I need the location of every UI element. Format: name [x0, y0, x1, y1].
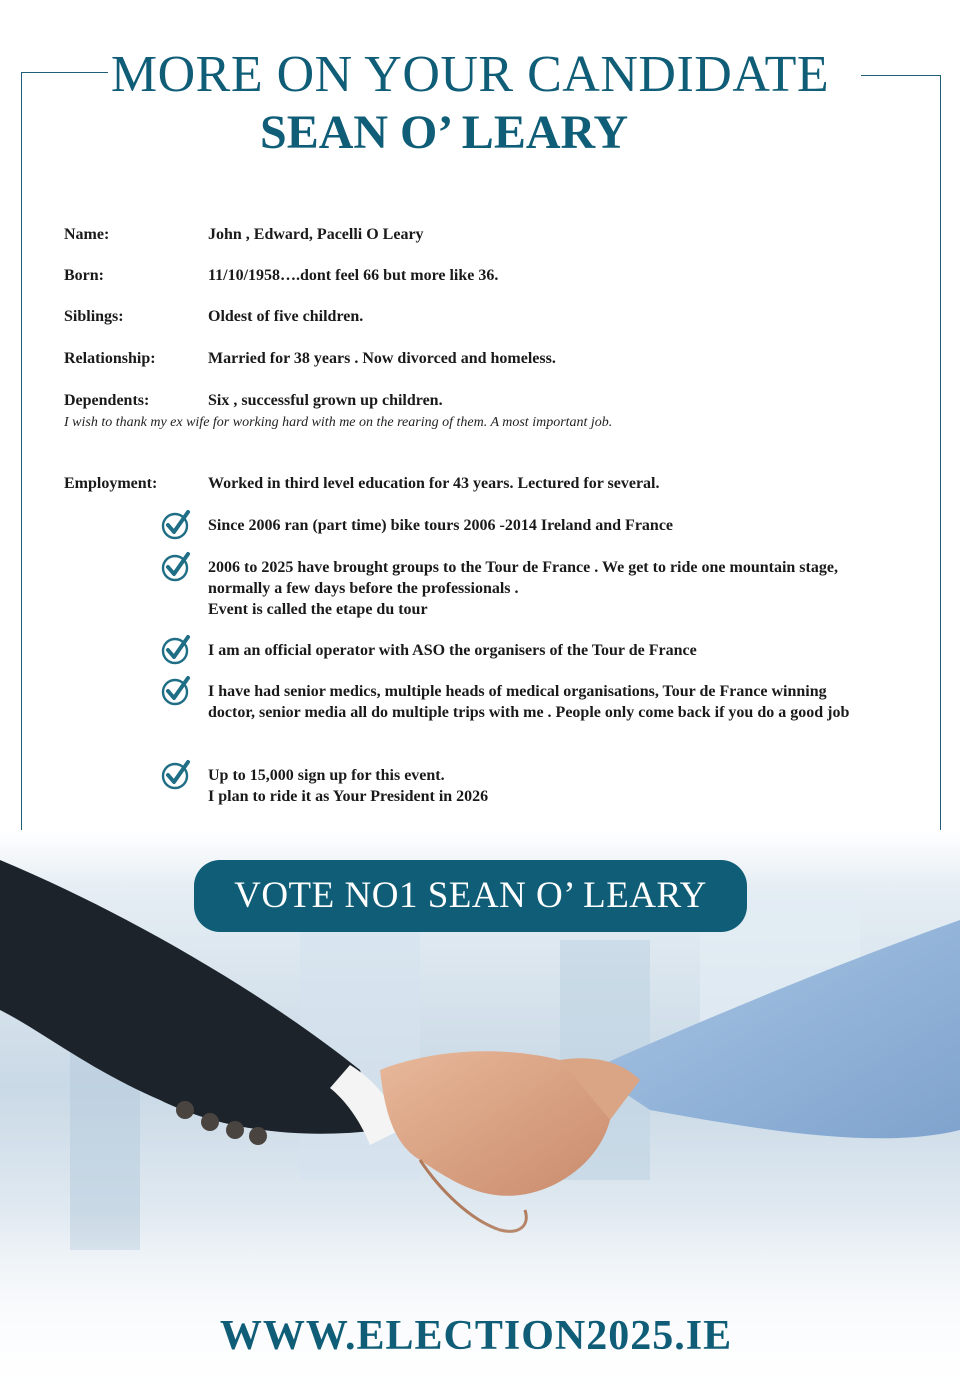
dependents-note: I wish to thank my ex wife for working hard with me on the rearing of them. A most important job. — [64, 415, 613, 430]
highlight-text: I have had senior medics, multiple heads of medical organisations, Tour de France winning doctor, senior media all do multiple trips with me . People only come back if you do a good job — [208, 683, 850, 721]
profile-label: Born: — [64, 267, 104, 284]
vote-button[interactable]: VOTE NO1 SEAN O’ LEARY — [194, 860, 747, 932]
profile-value: 11/10/1958….dont feel 66 but more like 36. — [208, 267, 499, 284]
check-circle-icon — [160, 759, 192, 791]
highlight-text: Up to 15,000 sign up for this event. I plan to ride it as Your President in 2026 — [208, 767, 489, 805]
profile-value: Married for 38 years . Now divorced and homeless. — [208, 350, 556, 367]
highlight-text: 2006 to 2025 have brought groups to the Tour de France . We get to ride one mountain stage, normally a few days before the professionals . Event is called the etape du tour — [208, 559, 838, 618]
highlight-text: Since 2006 ran (part time) bike tours 2006 -2014 Ireland and France — [208, 517, 674, 534]
website-link[interactable]: WWW.ELECTION2025.IE — [219, 1313, 733, 1359]
highlight-text: I am an official operator with ASO the organisers of the Tour de France — [208, 642, 697, 659]
profile-value: Worked in third level education for 43 years. Lectured for several. — [208, 475, 660, 492]
profile-label: Name: — [64, 226, 110, 243]
profile-label: Dependents: — [64, 392, 150, 409]
page-title: MORE ON YOUR CANDIDATE — [110, 46, 830, 103]
profile-value: John , Edward, Pacelli O Leary — [208, 226, 424, 243]
profile-label: Siblings: — [64, 308, 124, 325]
check-circle-icon — [160, 551, 192, 583]
profile-label: Employment: — [64, 475, 158, 492]
candidate-name-heading: SEAN O’ LEARY — [260, 106, 629, 159]
profile-value: Six , successful grown up children. — [208, 392, 443, 409]
check-circle-icon — [160, 509, 192, 541]
profile-label: Relationship: — [64, 350, 156, 367]
check-circle-icon — [160, 634, 192, 666]
profile-value: Oldest of five children. — [208, 308, 364, 325]
check-circle-icon — [160, 675, 192, 707]
